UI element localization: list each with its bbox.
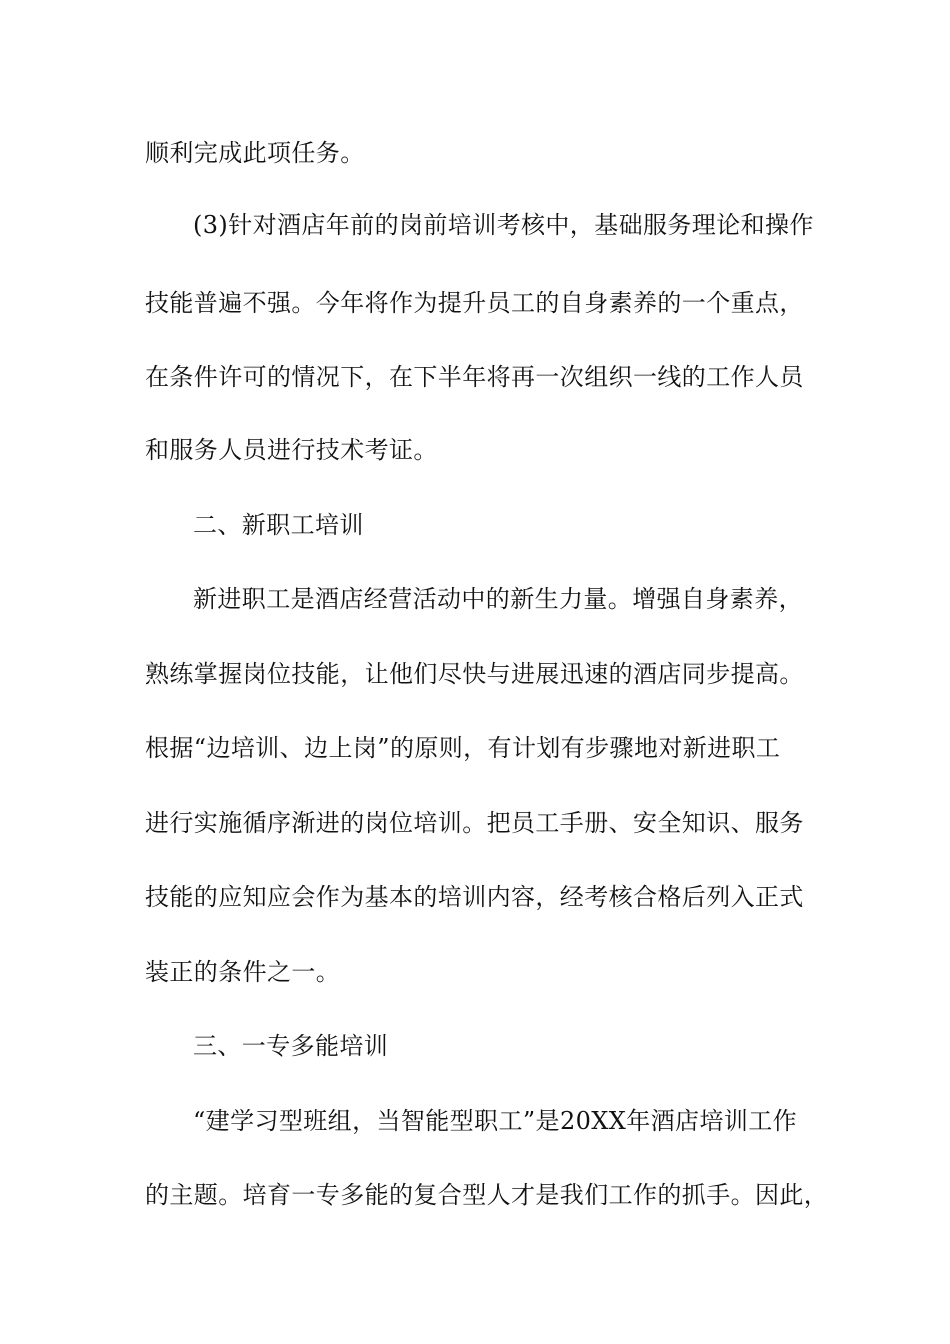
paragraph-line: 和服务人员进行技术考证。 xyxy=(145,436,438,464)
paragraph-line: 熟练掌握岗位技能，让他们尽快与进展迅速的酒店同步提高。 xyxy=(145,660,804,688)
paragraph-line: 装正的条件之一。 xyxy=(145,958,341,986)
paragraph-line: 的主题。培育一专多能的复合型人才是我们工作的抓手。因此， xyxy=(145,1181,829,1209)
paragraph-line: 根据“边培训、边上岗”的原则，有计划有步骤地对新进职工 xyxy=(145,734,781,762)
paragraph-line: 顺利完成此项任务。 xyxy=(145,139,365,167)
paragraph-line: 进行实施循序渐进的岗位培训。把员工手册、安全知识、服务 xyxy=(145,809,804,837)
section-heading: 三、一专多能培训 xyxy=(193,1032,389,1060)
paragraph-line: 技能普遍不强。今年将作为提升员工的自身素养的一个重点， xyxy=(145,289,804,317)
paragraph-line: (3)针对酒店年前的岗前培训考核中，基础服务理论和操作 xyxy=(193,211,814,239)
paragraph-line: 新进职工是酒店经营活动中的新生力量。增强自身素养， xyxy=(193,585,803,613)
section-heading: 二、新职工培训 xyxy=(193,511,364,539)
paragraph-line: 技能的应知应会作为基本的培训内容，经考核合格后列入正式 xyxy=(145,883,804,911)
paragraph-line: “建学习型班组，当智能型职工”是20XX年酒店培训工作 xyxy=(193,1107,798,1135)
paragraph-line: 在条件许可的情况下，在下半年将再一次组织一线的工作人员 xyxy=(145,363,804,391)
